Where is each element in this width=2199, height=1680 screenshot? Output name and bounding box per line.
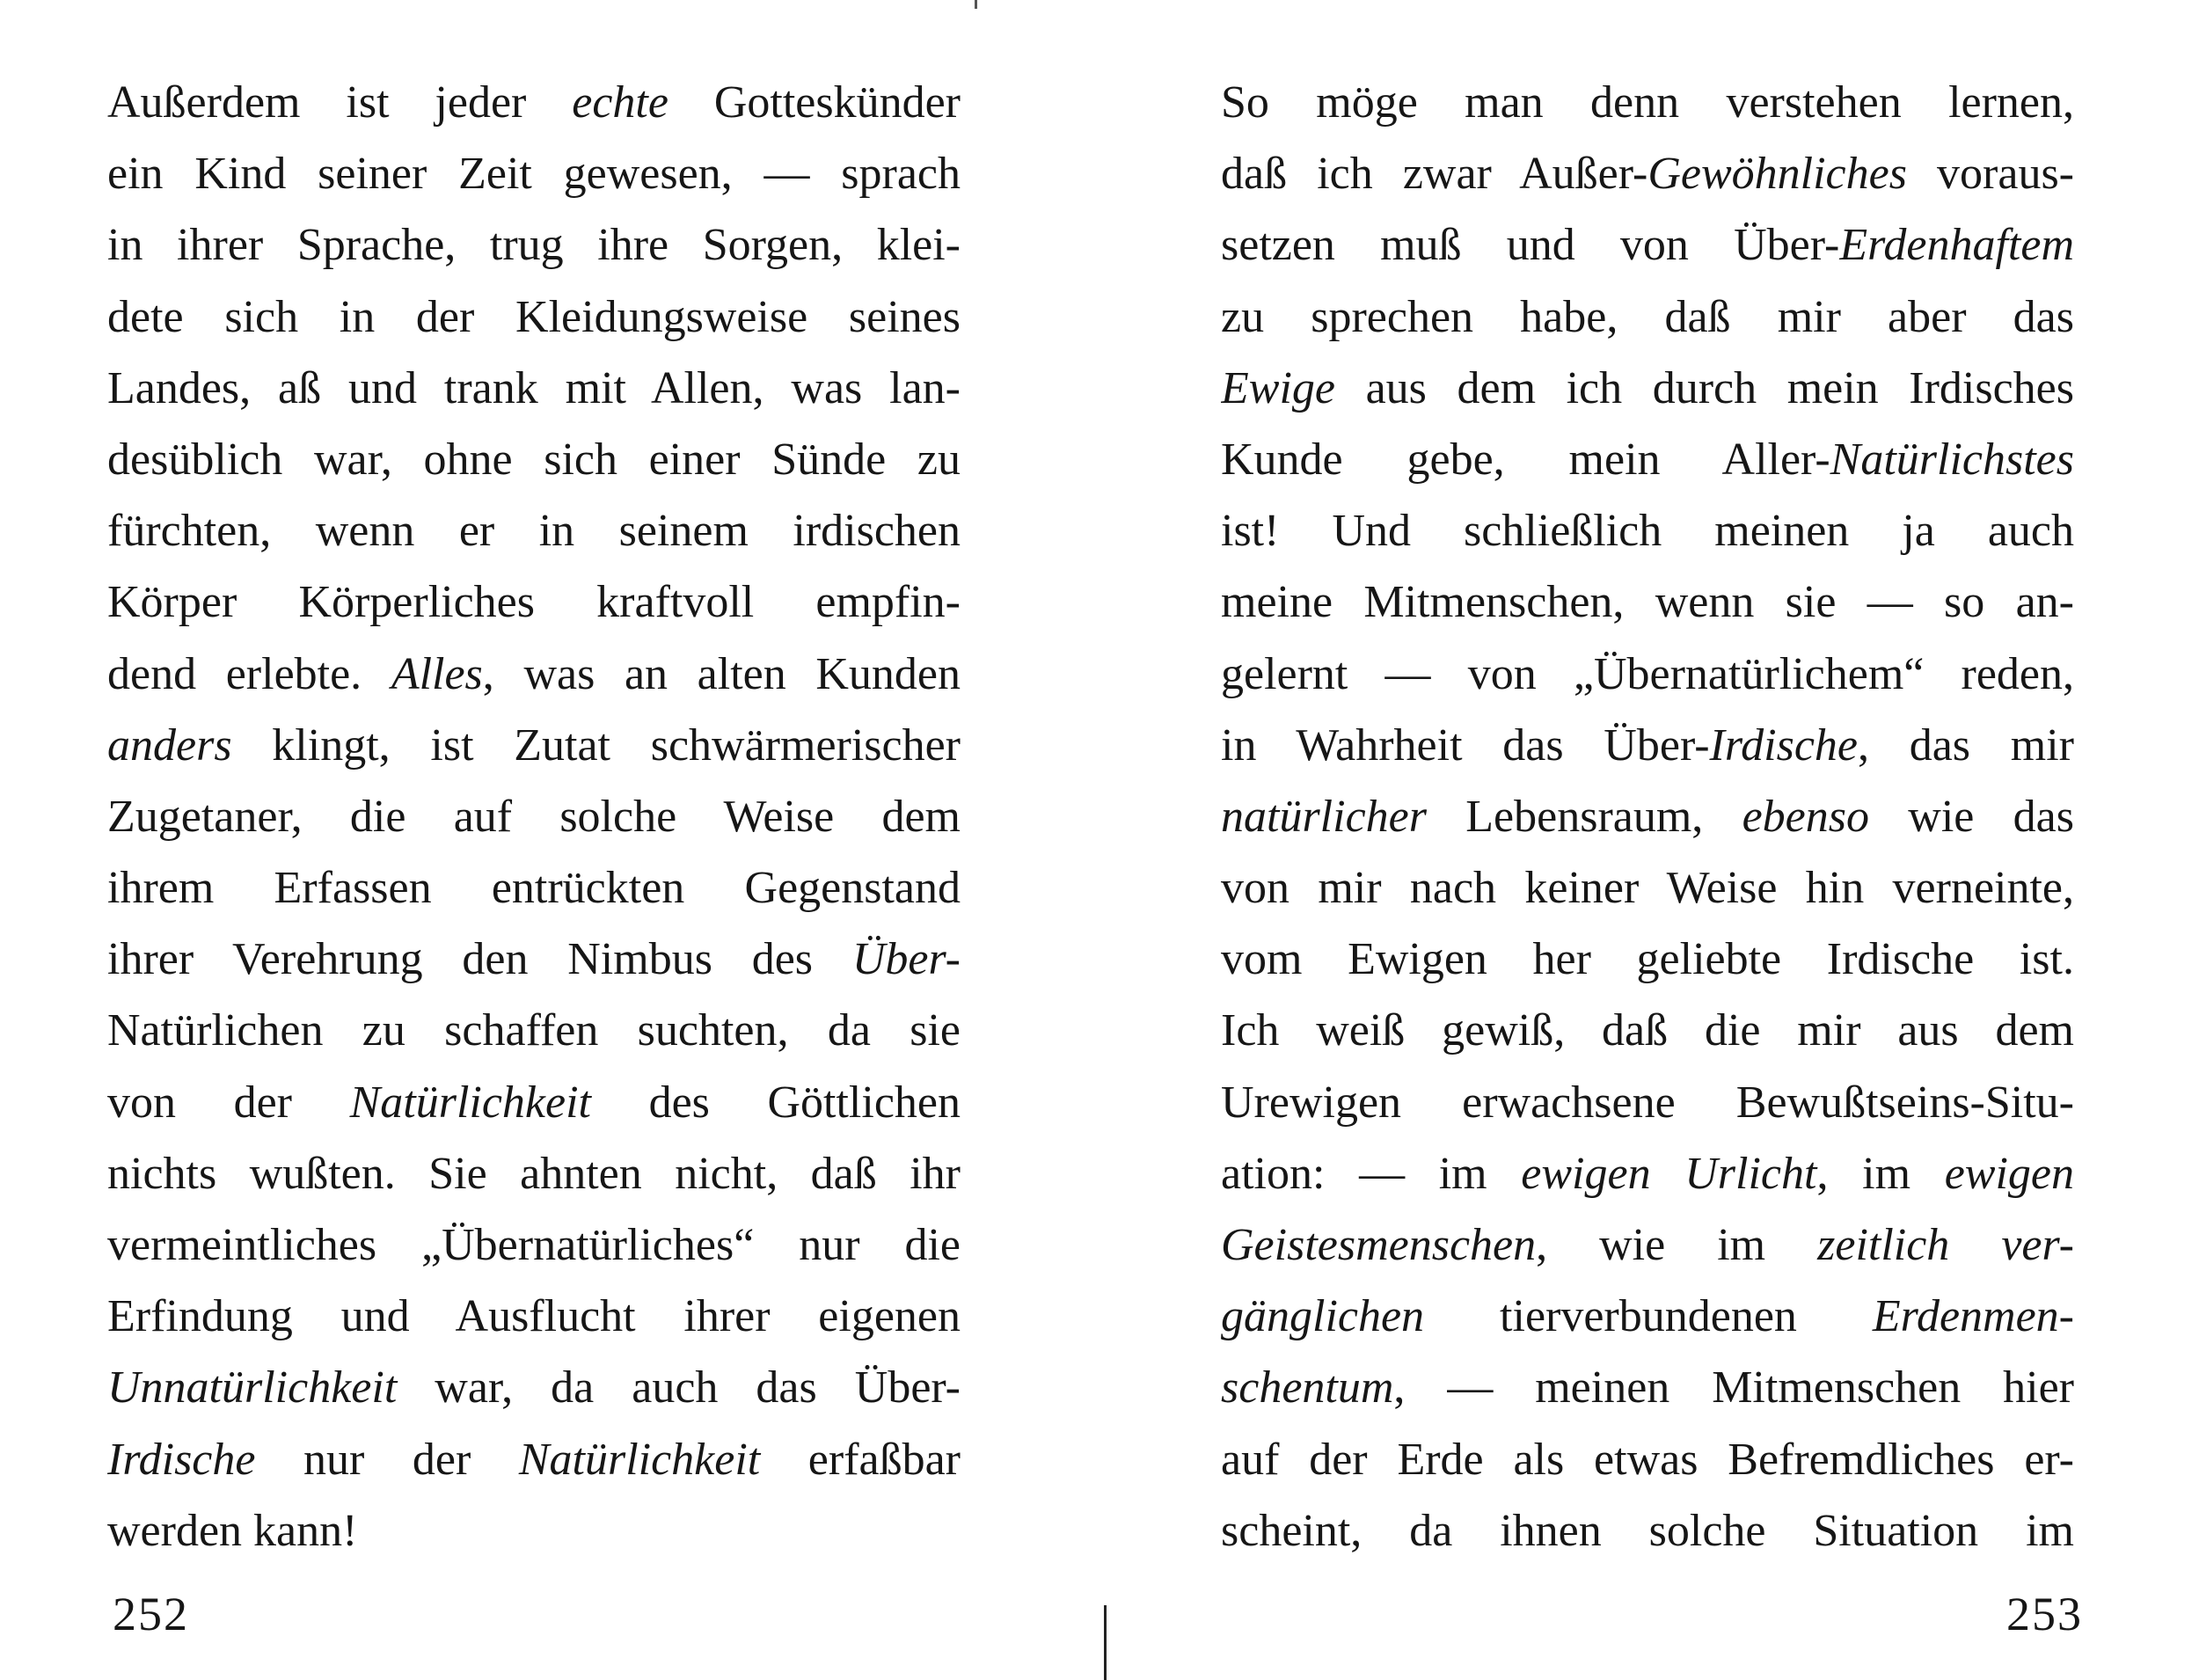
text-line [1221,781,2074,852]
text-line [1221,281,2074,353]
text-run: voraus- [1906,149,2074,200]
gutter-line [1104,1605,1107,1680]
text-line [107,566,961,638]
text-line [1221,924,2074,995]
italic-text: Alles [391,648,483,699]
text-line [107,281,961,353]
text-line [107,1281,961,1352]
text-run: aus dem ich durch mein Irdisches [1334,362,2074,413]
text-run: Natürlichen zu schaffen suchten, da sie [107,1005,961,1056]
left-page-number: 252 [113,1588,189,1640]
text-run: klingt, ist Zutat schwärmerischer [231,719,961,771]
text-run: vom Ewigen her geliebte Irdische ist. [1221,934,2074,985]
text-line [107,67,961,138]
text-run: setzen muß und von Über- [1221,220,1840,271]
text-line [107,1067,961,1138]
italic-text: Erdenmen- [1872,1291,2074,1342]
text-run: dete sich in der Kleidungsweise seines [107,291,961,342]
text-line [1221,1067,2074,1138]
text-run: von der [107,1077,350,1128]
text-line [107,852,961,924]
text-run: werden kann! [107,1505,358,1556]
text-run: Außerdem ist jeder [107,77,573,128]
text-run: , wie im [1536,1220,1818,1270]
italic-text: Natürlichkeit [349,1077,591,1128]
text-run: Körper Körperliches kraftvoll empfin- [107,577,961,628]
text-run: war, da auch das Über- [397,1362,961,1413]
text-run: Landes, aß und trank mit Allen, was lan- [107,362,961,413]
text-line [1221,209,2074,281]
text-line [1221,353,2074,424]
right-page [1100,0,2199,1680]
text-line [1221,1495,2074,1567]
text-run: meine Mitmenschen, wenn sie — so an- [1221,577,2074,628]
text-line [1221,67,2074,138]
text-run: ein Kind seiner Zeit gewesen, — sprach [107,149,961,200]
text-line [107,1495,961,1567]
text-run: Ich weiß gewiß, daß die mir aus dem [1221,1005,2074,1056]
text-run: Erfindung und Ausflucht ihrer eigenen [107,1291,961,1342]
text-run: ation: — im [1221,1148,1522,1199]
italic-text: natürlicher [1221,791,1427,842]
text-run: tierverbundenen [1424,1291,1873,1342]
text-run: auf der Erde als etwas Befremdliches er- [1221,1434,2074,1485]
text-run: fürchten, wenn er in seinem irdischen [107,506,961,557]
text-line [107,781,961,852]
italic-text: ebenso [1742,791,1869,842]
text-line [1221,138,2074,209]
text-line [1221,1424,2074,1495]
text-run: ihrer Verehrung den Nimbus des [107,934,852,985]
text-line [107,1424,961,1495]
text-run: , im [1816,1148,1945,1199]
italic-text: ewigen [1944,1148,2074,1199]
text-line [107,495,961,566]
text-line [107,1352,961,1423]
text-line [1221,710,2074,781]
text-run: erfaßbar [760,1434,961,1485]
text-run: wie das [1869,791,2074,842]
italic-text: Geistesmenschen [1221,1220,1537,1270]
text-line [107,138,961,209]
text-run: daß ich zwar Außer- [1221,149,1648,200]
text-run: Lebensraum, [1426,791,1742,842]
italic-text: Unnatürlichkeit [107,1362,398,1413]
text-line [107,639,961,710]
italic-text: Gewöhnliches [1647,149,1907,200]
text-line [1221,1209,2074,1281]
text-run: scheint, da ihnen solche Situation im [1221,1505,2074,1556]
text-run: Kunde gebe, mein Aller- [1221,434,1830,485]
italic-text: Natürlichkeit [518,1434,761,1485]
text-run: nichts wußten. Sie ahnten nicht, daß ihr [107,1148,961,1199]
text-line [1221,1352,2074,1423]
text-run: gelernt — von „Übernatürlichem“ reden, [1221,648,2074,699]
italic-text: Erdenhaftem [1839,220,2074,271]
text-line [107,1209,961,1281]
text-run: , — meinen Mitmenschen hier [1393,1362,2074,1413]
right-page-number: 253 [2006,1588,2083,1640]
italic-text: Irdische [107,1434,256,1485]
text-line [107,924,961,995]
text-run: , das mir [1858,719,2074,771]
text-run: Zugetaner, die auf solche Weise dem [107,791,961,842]
text-line [1221,1281,2074,1352]
italic-text: gänglichen [1221,1291,1425,1342]
italic-text: echte [572,77,668,128]
text-line [1221,1138,2074,1209]
text-line [107,424,961,495]
text-run: ihrem Erfassen entrückten Gegenstand [107,863,961,914]
text-line [1221,424,2074,495]
italic-text: Über- [851,934,961,985]
text-run: in ihrer Sprache, trug ihre Sorgen, klei- [107,220,961,271]
top-mark [975,0,977,9]
italic-text: Irdische [1709,719,1858,771]
text-run: in Wahrheit das Über- [1221,719,1710,771]
italic-text: zeitlich ver- [1817,1220,2074,1270]
right-page-text [1221,67,2074,1567]
text-run: dend erlebte. [107,648,391,699]
text-run: zu sprechen habe, daß mir aber das [1221,291,2074,342]
text-line [107,353,961,424]
text-run: Gotteskünder [668,77,961,128]
italic-text: Ewige [1221,362,1335,413]
text-run: , was an alten Kunden [482,648,961,699]
text-run: vermeintliches „Übernatürliches“ nur die [107,1220,961,1270]
text-run: von mir nach keiner Weise hin verneinte, [1221,863,2074,914]
italic-text: ewigen Urlicht [1521,1148,1817,1199]
text-run: nur der [255,1434,519,1485]
text-line [1221,852,2074,924]
text-run: So möge man denn verstehen lernen, [1221,77,2074,128]
left-page-text [107,67,961,1567]
text-run: desüblich war, ohne sich einer Sünde zu [107,434,961,485]
text-run: Urewigen erwachsene Bewußtseins-Situ- [1221,1077,2074,1128]
italic-text: anders [107,719,232,771]
text-line [1221,566,2074,638]
italic-text: Natürlichstes [1830,434,2074,485]
text-line [107,1138,961,1209]
text-line [1221,639,2074,710]
text-line [1221,995,2074,1066]
text-line [107,995,961,1066]
text-run: des Göttlichen [590,1077,961,1128]
text-run: ist! Und schließlich meinen ja auch [1221,506,2074,557]
italic-text: schentum [1221,1362,1394,1413]
text-line [107,209,961,281]
text-line [107,710,961,781]
text-line [1221,495,2074,566]
